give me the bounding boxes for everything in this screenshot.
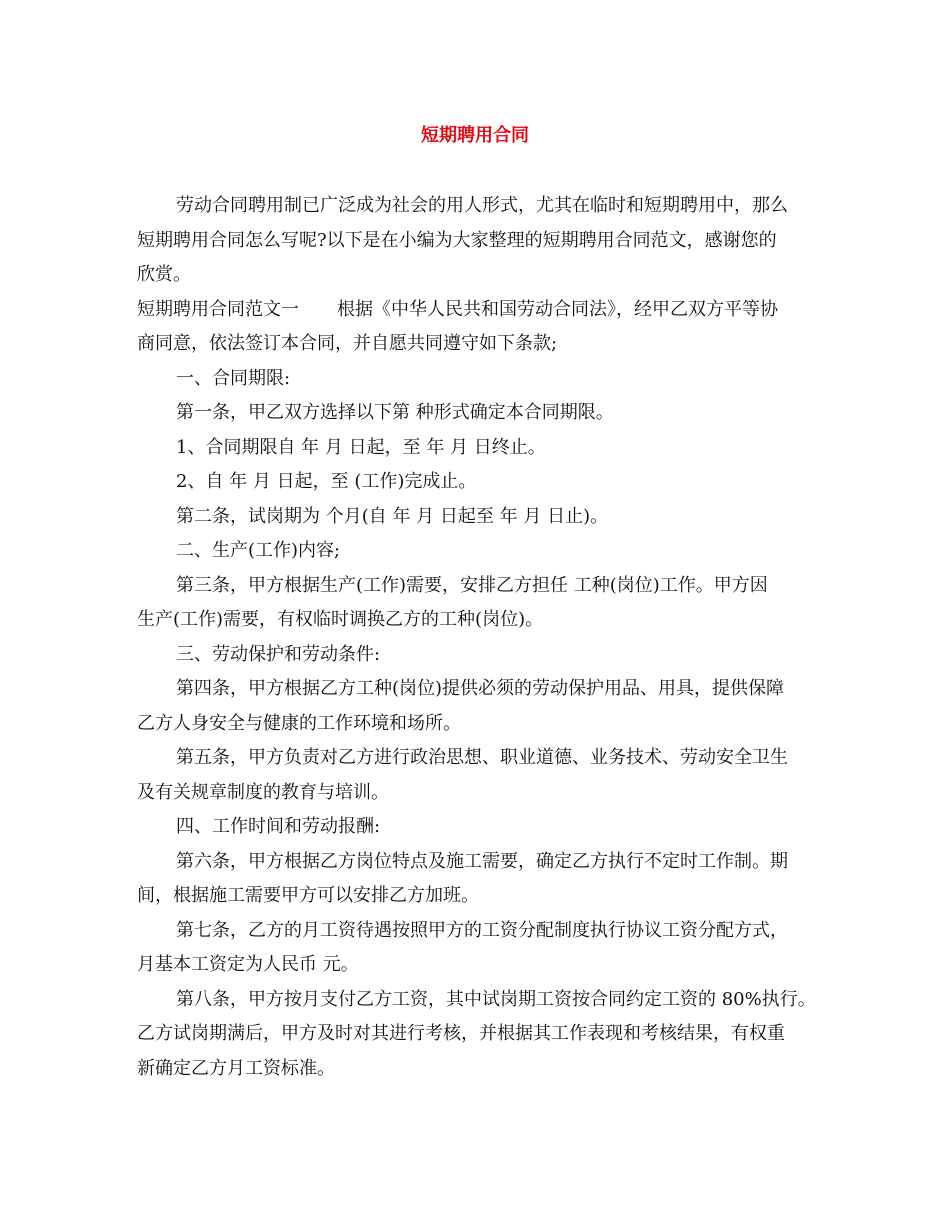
paragraph-line: 2、自 年 月 日起，至 (工作)完成止。 <box>176 471 477 492</box>
paragraph-line: 乙方人身安全与健康的工作环境和场所。 <box>137 712 461 734</box>
paragraph-line: 新确定乙方月工资标准。 <box>137 1057 335 1079</box>
paragraph-line: 商同意，依法签订本合同，并自愿共同遵守如下条款; <box>137 333 558 354</box>
section-heading: 二、生产(工作)内容; <box>176 540 341 561</box>
paragraph-line: 及有关规章制度的教育与培训。 <box>137 781 389 803</box>
paragraph-line: 劳动合同聘用制已广泛成为社会的用人形式，尤其在临时和短期聘用中，那么 <box>176 195 788 216</box>
paragraph-line: 欣赏。 <box>137 264 191 285</box>
paragraph-line: 生产(工作)需要，有权临时调换乙方的工种(岗位)。 <box>137 609 544 630</box>
paragraph-line: 第一条，甲乙双方选择以下第 种形式确定本合同期限。 <box>176 402 614 423</box>
section-heading: 一、合同期限: <box>176 367 291 389</box>
paragraph-line: 1、合同期限自 年 月 日起，至 年 月 日终止。 <box>176 436 546 458</box>
paragraph-line: 第四条，甲方根据乙方工种(岗位)提供必须的劳动保护用品、用具，提供保障 <box>176 678 785 699</box>
paragraph-line: 第五条，甲方负责对乙方进行政治思想、职业道德、业务技术、劳动安全卫生 <box>176 747 788 768</box>
paragraph-line: 第二条，试岗期为 个月(自 年 月 日起至 年 月 日止)。 <box>176 505 609 527</box>
document-body <box>137 189 827 1086</box>
paragraph-line: 第三条，甲方根据生产(工作)需要，安排乙方担任 工种(岗位)工作。甲方因 <box>176 574 768 596</box>
paragraph-text: 根据《中华人民共和国劳动合同法》，经甲乙双方平等协 <box>337 298 778 320</box>
sample-heading: 短期聘用合同范文一 <box>137 298 299 320</box>
document-title: 短期聘用合同 <box>421 125 529 146</box>
paragraph-line: 乙方试岗期满后，甲方及时对其进行考核，并根据其工作表现和考核结果，有权重 <box>137 1023 785 1044</box>
paragraph-line: 第六条，甲方根据乙方岗位特点及施工需要，确定乙方执行不定时工作制。期 <box>176 850 788 872</box>
section-heading: 三、劳动保护和劳动条件: <box>176 643 381 665</box>
paragraph-line: 第七条，乙方的月工资待遇按照甲方的工资分配制度执行协议工资分配方式， <box>176 919 788 941</box>
paragraph-line: 第八条，甲方按月支付乙方工资，其中试岗期工资按合同约定工资的 80%执行。 <box>176 988 816 1010</box>
paragraph-line: 间，根据施工需要甲方可以安排乙方加班。 <box>137 885 479 906</box>
paragraph-line <box>137 293 827 328</box>
paragraph-line: 短期聘用合同怎么写呢?以下是在小编为大家整理的短期聘用合同范文，感谢您的 <box>137 229 777 251</box>
section-heading: 四、工作时间和劳动报酬: <box>176 816 381 837</box>
paragraph-line: 月基本工资定为人民币 元。 <box>137 954 359 975</box>
